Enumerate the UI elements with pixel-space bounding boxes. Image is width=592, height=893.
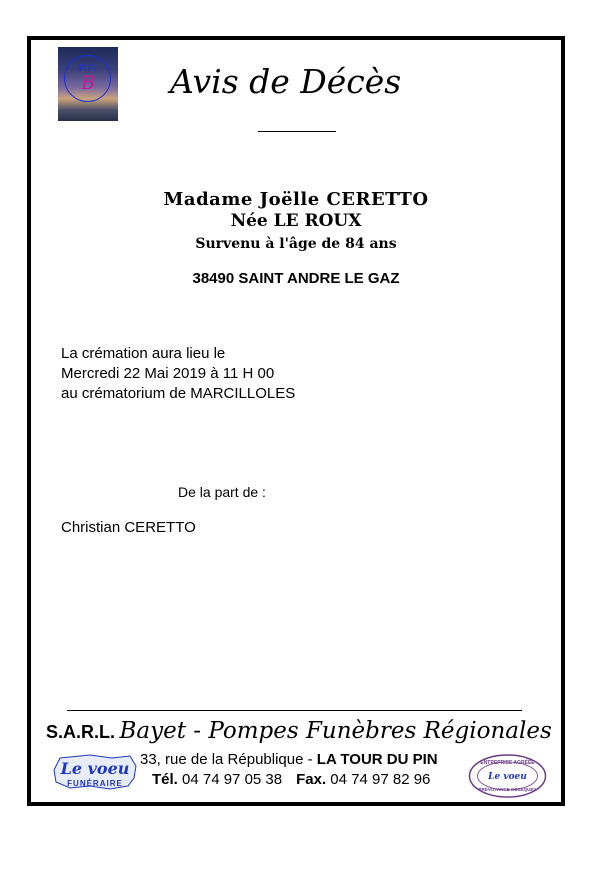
le-voeu-funeraire-logo xyxy=(50,752,140,792)
fax-label: Fax. xyxy=(296,771,327,788)
location: 38490 SAINT ANDRE LE GAZ xyxy=(192,270,400,287)
voeu-logo-text: Le voeu xyxy=(60,759,130,778)
tel-label: Tél. xyxy=(152,771,178,788)
company-name xyxy=(46,718,552,744)
entreprise-agreee-badge xyxy=(468,754,547,798)
ceremony-line-1: La crémation aura lieu le xyxy=(61,345,226,362)
address-city: LA TOUR DU PIN xyxy=(316,751,438,768)
age-line: Survenu à l'âge de 84 ans xyxy=(195,236,397,252)
address-street: 33, rue de la République - xyxy=(140,751,317,768)
badge-center-text: Le voeu xyxy=(488,772,527,782)
from-names: Christian CERETTO xyxy=(61,519,196,536)
pf-bayet-logo xyxy=(58,47,118,121)
title-underline xyxy=(258,131,336,132)
voeu-logo-subtext: FUNÉRAIRE xyxy=(67,779,123,788)
company-address xyxy=(140,751,438,768)
from-label: De la part de : xyxy=(178,484,266,500)
company-prefix: S.A.R.L. xyxy=(46,722,116,742)
badge-top-text: ENTREPRISE AGRÉÉE xyxy=(480,760,535,766)
logo-pf-text: P.F. xyxy=(78,63,98,73)
logo-b-letter: B xyxy=(81,72,95,94)
ceremony-line-2: Mercredi 22 Mai 2019 à 11 H 00 xyxy=(61,365,275,382)
page-border xyxy=(27,36,565,806)
footer-rule xyxy=(67,710,522,711)
badge-bottom-text: PRÉVOYANCE OBSÈQUES xyxy=(478,787,537,792)
fax-value: 04 74 97 82 96 xyxy=(326,771,431,788)
tel-value: 04 74 97 05 38 xyxy=(177,771,283,788)
company-phone-fax xyxy=(152,771,430,788)
page-title: Avis de Décès xyxy=(170,62,402,101)
company-script-name: Bayet - Pompes Funèbres Régionales xyxy=(119,718,552,744)
ceremony-line-3: au crématorium de MARCILLOLES xyxy=(61,385,296,402)
maiden-name: Née LE ROUX xyxy=(230,211,362,231)
deceased-name: Madame Joëlle CERETTO xyxy=(163,189,429,210)
